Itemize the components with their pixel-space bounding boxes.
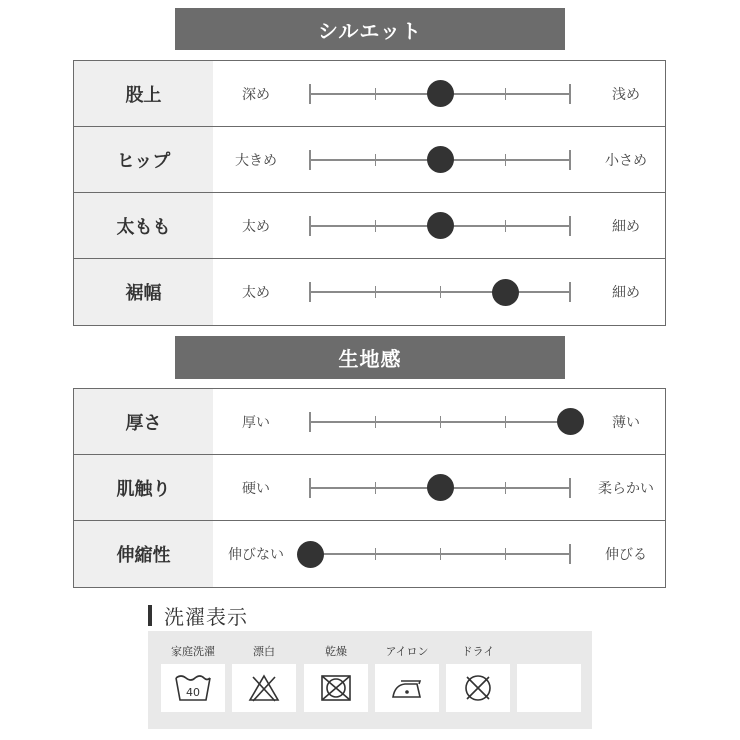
scale-right-label: 細め xyxy=(612,285,640,301)
wash-tub-40-icon xyxy=(161,664,225,712)
rating-scale xyxy=(310,389,570,454)
scale-tick xyxy=(505,548,506,560)
rating-marker xyxy=(297,541,324,568)
scale-left-label: 厚い xyxy=(242,414,270,431)
scale-tick xyxy=(375,482,376,494)
scale-tick xyxy=(569,544,571,564)
scale-tick xyxy=(569,84,571,104)
row-label: 裾幅 xyxy=(74,259,213,325)
silhouette-heading-text: シルエット xyxy=(317,18,423,43)
scale-tick xyxy=(505,88,506,100)
silhouette-table xyxy=(73,60,666,326)
rating-scale xyxy=(310,61,570,126)
scale-tick xyxy=(375,88,376,100)
scale-left-label: 太め xyxy=(242,218,270,235)
row-label: 太もも xyxy=(74,193,213,258)
row-label: 伸縮性 xyxy=(74,521,213,587)
fabric-table xyxy=(73,388,666,588)
scale-tick xyxy=(309,216,311,236)
scale-row xyxy=(74,61,665,127)
care-item-home-wash xyxy=(161,631,225,729)
scale-row xyxy=(74,127,665,193)
scale-tick xyxy=(440,548,441,560)
rating-marker xyxy=(427,80,454,107)
no-bleach-icon xyxy=(232,664,296,712)
scale-left-label: 深め xyxy=(242,86,270,103)
scale-right-label: 細め xyxy=(612,218,640,235)
row-label: 股上 xyxy=(74,61,213,126)
care-label: 家庭洗濯 xyxy=(171,645,215,658)
scale-tick xyxy=(440,416,441,428)
rating-marker xyxy=(427,146,454,173)
care-item-iron xyxy=(375,631,439,729)
scale-row xyxy=(74,521,665,587)
scale-tick xyxy=(505,482,506,494)
scale-tick xyxy=(505,416,506,428)
fabric-heading xyxy=(175,336,565,379)
row-label: ヒップ xyxy=(74,127,213,192)
care-item-dry-clean xyxy=(446,631,510,729)
scale-tick xyxy=(505,220,506,232)
svg-text:40: 40 xyxy=(186,686,200,699)
scale-row xyxy=(74,389,665,455)
scale-left-label: 太め xyxy=(242,285,270,301)
rating-scale xyxy=(310,193,570,258)
rating-marker xyxy=(492,279,519,306)
rating-scale xyxy=(310,127,570,192)
care-item-dry xyxy=(304,631,368,729)
rating-marker xyxy=(427,474,454,501)
care-label: ドライ xyxy=(461,645,495,658)
no-tumble-dry-icon xyxy=(304,664,368,712)
scale-left-label: 伸びない xyxy=(228,547,284,563)
care-item-bleach xyxy=(232,631,296,729)
scale-tick xyxy=(375,286,376,298)
scale-tick xyxy=(569,478,571,498)
scale-row xyxy=(74,455,665,521)
rating-scale xyxy=(310,521,570,587)
scale-tick xyxy=(309,478,311,498)
scale-tick xyxy=(309,150,311,170)
scale-row xyxy=(74,259,665,325)
fabric-heading-text: 生地感 xyxy=(338,347,402,371)
scale-tick xyxy=(440,286,441,298)
row-label: 肌触り xyxy=(74,455,213,520)
scale-right-label: 薄い xyxy=(612,414,640,431)
care-item-empty xyxy=(517,631,581,729)
scale-tick xyxy=(569,282,571,302)
silhouette-heading xyxy=(175,8,565,50)
rating-marker xyxy=(427,212,454,239)
scale-tick xyxy=(309,84,311,104)
heading-bar xyxy=(148,605,152,626)
scale-right-label: 小さめ xyxy=(605,152,647,169)
no-dry-clean-icon xyxy=(446,664,510,712)
scale-tick xyxy=(375,154,376,166)
care-label: アイロン xyxy=(385,645,429,658)
iron-icon xyxy=(375,664,439,712)
care-label: 乾燥 xyxy=(325,645,347,658)
rating-marker xyxy=(557,408,584,435)
rating-scale xyxy=(310,259,570,325)
scale-tick xyxy=(375,220,376,232)
scale-row xyxy=(74,193,665,259)
scale-left-label: 硬い xyxy=(242,480,270,497)
washing-panel xyxy=(148,631,592,729)
washing-heading xyxy=(148,603,248,627)
empty-care-box xyxy=(517,664,581,712)
rating-scale xyxy=(310,455,570,520)
scale-tick xyxy=(375,548,376,560)
scale-right-label: 柔らかい xyxy=(598,480,654,497)
scale-tick xyxy=(375,416,376,428)
scale-tick xyxy=(309,282,311,302)
row-label: 厚さ xyxy=(74,389,213,454)
scale-tick xyxy=(309,412,311,432)
washing-heading-text: 洗濯表示 xyxy=(164,604,248,629)
scale-right-label: 浅め xyxy=(612,86,640,103)
scale-right-label: 伸びる xyxy=(605,547,647,563)
scale-tick xyxy=(569,150,571,170)
scale-tick xyxy=(569,216,571,236)
scale-tick xyxy=(505,154,506,166)
scale-left-label: 大きめ xyxy=(235,152,277,169)
care-label: 漂白 xyxy=(253,645,275,658)
